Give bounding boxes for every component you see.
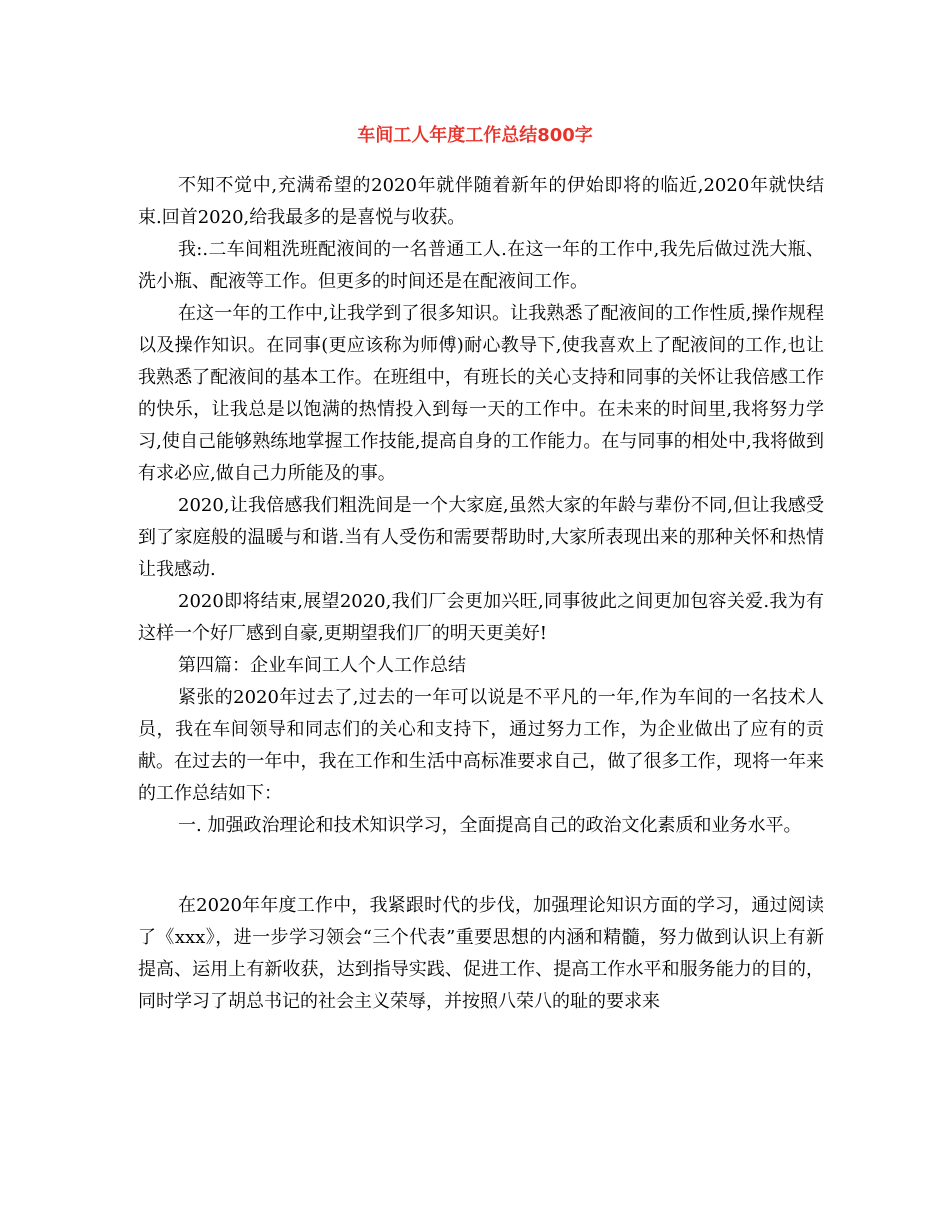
paragraph-outlook: 2020即将结束,展望2020,我们厂会更加兴旺,同事彼此之间更加包容关爱.我为有这样一个好厂感到自豪,更期望我们厂的明天更美好! (138, 591, 824, 644)
paragraph-learning: 在这一年的工作中,让我学到了很多知识。让我熟悉了配液间的工作性质,操作规程以及操作知识。在同事(更应该称为师傅)耐心教导下,使我喜欢上了配液间的工作,也让我熟悉了配液间的基本工作。在班组中，有班长的关心支持和同事的关怀让我倍感工作的快乐，让我总是以饱满的热情投入到每一天的工作中。在未来的时间里,我将努力学习,使自己能够熟练地掌握工作技能,提高自身的工作能力。在与同事的相处中,我将做到有求必应,做自己力所能及的事。 (138, 303, 825, 484)
paragraph-overview: 紧张的2020年过去了,过去的一年可以说是不平凡的一年,作为车间的一名技术人员，我在车间领导和同志们的关心和支持下，通过努力工作，为企业做出了应有的贡献。在过去的一年中，我在工作和生活中高标准要求自己，做了很多工作，现将一年来的工作总结如下： (138, 687, 824, 804)
document-body (138, 170, 824, 1018)
paragraph-intro: 不知不觉中,充满希望的2020年就伴随着新年的伊始即将的临近,2020年就快结束.回首2020,给我最多的是喜悦与收获。 (138, 175, 824, 228)
paragraph-team-family: 2020,让我倍感我们粗洗间是一个大家庭,虽然大家的年龄与辈份不同,但让我感受到了家庭般的温暖与和谐.当有人受伤和需要帮助时,大家所表现出来的那种关怀和热情让我感动. (138, 495, 824, 580)
list-heading-one: 一. 加强政治理论和技术知识学习，全面提高自己的政治文化素质和业务水平。 (178, 815, 802, 836)
document-title: 车间工人年度工作总结800字 (357, 125, 593, 146)
section-heading: 第四篇：企业车间工人个人工作总结 (178, 655, 466, 676)
paragraph-theory-study: 在2020年年度工作中，我紧跟时代的步伐，加强理论知识方面的学习，通过阅读了《xxx》，进一步学习领会“三个代表”重要思想的内涵和精髓，努力做到认识上有新提高、运用上有新收获，达到指导实践、促进工作、提高工作水平和服务能力的目的，同时学习了胡总书记的社会主义荣辱，并按照八荣八的耻的要求来 (138, 895, 824, 1012)
paragraph-gap (138, 842, 824, 890)
paragraph-self-introduction: 我:.二车间粗洗班配液间的一名普通工人.在这一年的工作中,我先后做过洗大瓶、洗小瓶、配液等工作。但更多的时间还是在配液间工作。 (138, 239, 824, 292)
